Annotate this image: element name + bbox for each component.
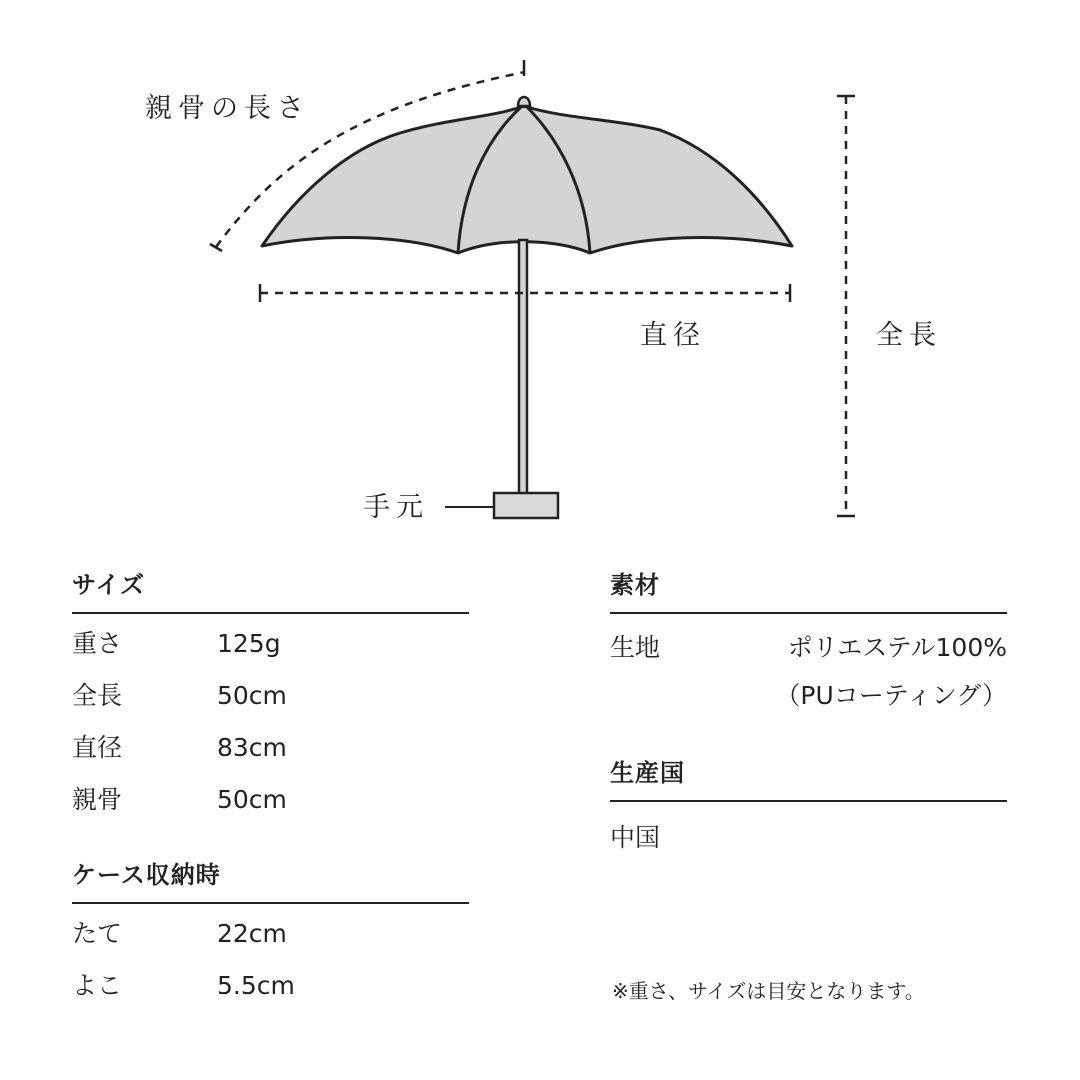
origin-section-divider <box>610 800 1007 802</box>
material-row <box>610 624 1007 720</box>
umbrella-handle <box>494 493 558 518</box>
size-section-title: サイズ <box>72 571 146 599</box>
material-section <box>610 568 1007 720</box>
size-section <box>72 568 469 826</box>
material-section-divider <box>610 612 1007 614</box>
total-length-label: 全長 <box>876 320 942 351</box>
material-value-line2: （PUコーティング） <box>775 681 1007 710</box>
rib-length-label: 親骨の長さ <box>145 93 310 124</box>
origin-section <box>610 756 1007 862</box>
row-key: よこ <box>72 971 123 1000</box>
row-key: 直径 <box>72 733 123 762</box>
umbrella-canopy <box>262 106 792 253</box>
origin-section-title: 生産国 <box>610 759 685 787</box>
row-key: 全長 <box>72 681 123 710</box>
origin-value: 中国 <box>610 823 661 852</box>
material-key: 生地 <box>610 633 661 662</box>
diameter-label: 直径 <box>640 320 706 351</box>
row-value: 50cm <box>217 785 287 814</box>
row-value: 50cm <box>217 681 287 710</box>
row-key: 親骨 <box>72 785 123 814</box>
case-section-divider <box>72 902 469 904</box>
disclaimer-note: ※重さ、サイズは目安となります。 <box>612 979 925 1003</box>
row-value: 125g <box>217 629 281 658</box>
size-section-divider <box>72 612 469 614</box>
material-value <box>740 624 1007 720</box>
umbrella-shaft <box>519 240 527 495</box>
row-key: 重さ <box>72 629 123 658</box>
row-value: 83cm <box>217 733 287 762</box>
row-value: 5.5cm <box>217 971 295 1000</box>
case-section-title: ケース収納時 <box>72 861 221 889</box>
material-section-title: 素材 <box>610 571 660 599</box>
material-value-line1: ポリエステル100% <box>787 633 1007 662</box>
table-row <box>72 774 469 826</box>
case-section <box>72 858 469 1012</box>
row-key: たて <box>72 919 123 948</box>
handle-label: 手元 <box>363 492 429 523</box>
row-value: 22cm <box>217 919 287 948</box>
table-row <box>72 722 469 774</box>
table-row <box>72 670 469 722</box>
table-row <box>72 618 469 670</box>
umbrella-tip <box>518 97 530 106</box>
table-row <box>72 908 469 960</box>
table-row <box>72 960 469 1012</box>
